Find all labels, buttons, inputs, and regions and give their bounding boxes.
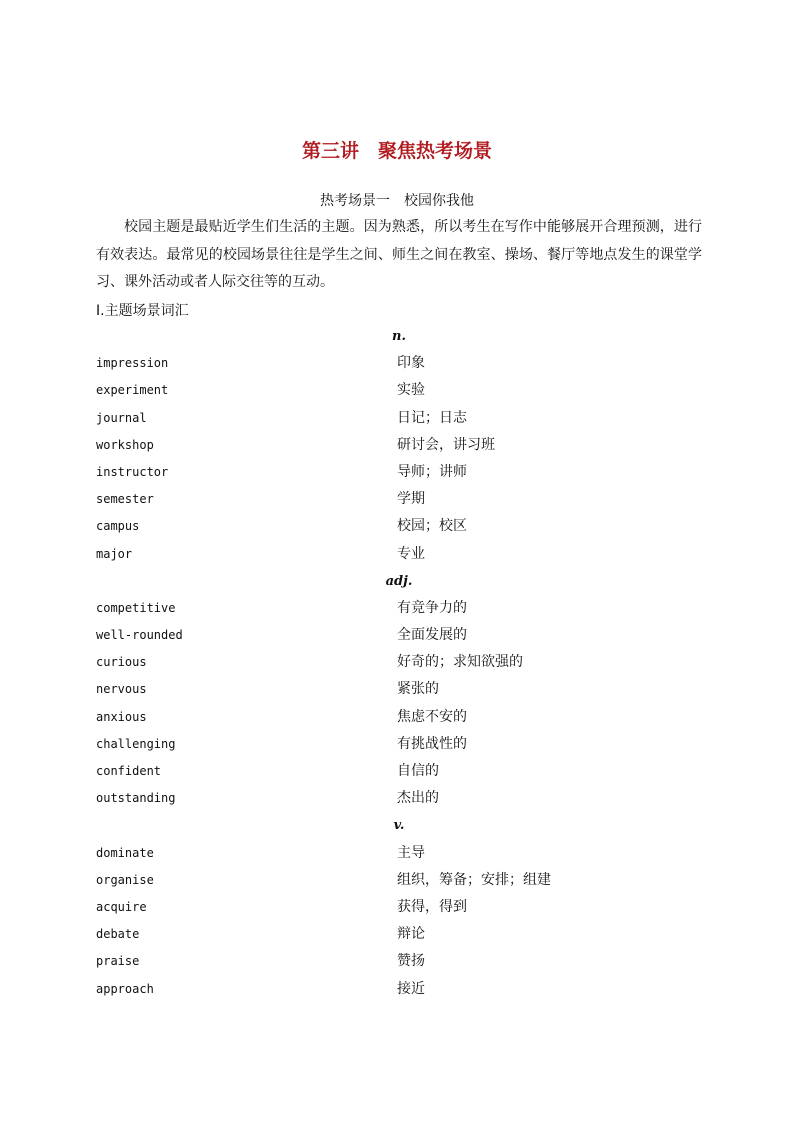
chinese-meaning: 实验: [397, 382, 425, 399]
chinese-meaning: 有挑战性的: [397, 735, 467, 752]
english-word: curious: [96, 655, 147, 670]
chinese-meaning: 全面发展的: [397, 627, 467, 644]
english-word: confident: [96, 764, 162, 778]
english-word: semester: [96, 492, 154, 507]
english-word: campus: [96, 519, 140, 534]
vocab-row: [96, 894, 702, 921]
vocab-row: [96, 704, 702, 731]
chinese-meaning: 日记；日志: [397, 409, 467, 426]
vocabulary-list: [96, 323, 702, 1003]
part-of-speech-heading: adj.: [385, 573, 413, 589]
chinese-meaning: 主导: [397, 844, 425, 861]
english-word: outstanding: [96, 791, 176, 806]
english-word: well-rounded: [96, 628, 183, 643]
vocab-row: [96, 513, 702, 540]
scene-subtitle: 热考场景一 校园你我他: [320, 193, 474, 209]
chinese-meaning: 紧张的: [397, 681, 439, 698]
english-word: approach: [96, 981, 154, 996]
intro-paragraph: 校园主题是最贴近学生们生活的主题。因为熟悉，所以考生在写作中能够展开合理预测，进行有效表达。最常见的校园场景往往是学生之间、师生之间在教室、操场、餐厅等地点发生的课堂学习、课外活动或者人际交往等的互动。: [96, 219, 702, 290]
vocab-row: [96, 432, 702, 459]
vocab-row: [96, 595, 702, 622]
vocab-row: [96, 350, 702, 377]
vocab-row: [96, 731, 702, 758]
english-word: organise: [96, 872, 154, 887]
part-of-speech-heading: v.: [393, 818, 405, 834]
vocab-row: [96, 649, 702, 676]
english-word: anxious: [96, 709, 147, 724]
vocab-row: [96, 867, 702, 894]
chinese-meaning: 导师；讲师: [397, 463, 467, 480]
english-word: praise: [96, 954, 140, 969]
chinese-meaning: 组织，筹备；安排；组建: [397, 871, 551, 888]
section-heading: Ⅰ.主题场景词汇: [96, 303, 189, 319]
english-word: acquire: [96, 899, 147, 914]
vocab-row: [96, 377, 702, 404]
chinese-meaning: 接近: [397, 980, 425, 997]
chinese-meaning: 焦虑不安的: [397, 708, 467, 725]
chinese-meaning: 研讨会，讲习班: [397, 436, 495, 453]
english-word: nervous: [96, 682, 147, 697]
vocab-row: [96, 921, 702, 948]
chinese-meaning: 校园；校区: [397, 518, 467, 535]
vocab-row: [96, 785, 702, 812]
vocab-row: [96, 622, 702, 649]
lesson-title: 第三讲 聚焦热考场景: [301, 140, 492, 162]
chinese-meaning: 获得，得到: [397, 898, 467, 915]
chinese-meaning: 印象: [397, 355, 425, 372]
part-of-speech-heading: n.: [392, 329, 406, 344]
chinese-meaning: 学期: [397, 491, 425, 508]
vocab-row: [96, 459, 702, 486]
vocab-row: [96, 758, 702, 785]
english-word: journal: [96, 410, 147, 425]
english-word: workshop: [96, 437, 154, 452]
english-word: debate: [96, 927, 140, 942]
chinese-meaning: 杰出的: [397, 790, 439, 807]
chinese-meaning: 有竞争力的: [397, 599, 467, 616]
vocab-row: [96, 486, 702, 513]
english-word: challenging: [96, 736, 176, 751]
vocab-row: [96, 405, 702, 432]
vocab-row: [96, 676, 702, 703]
chinese-meaning: 赞扬: [397, 953, 425, 970]
chinese-meaning: 好奇的；求知欲强的: [397, 654, 523, 671]
chinese-meaning: 自信的: [397, 763, 439, 779]
vocab-row: [96, 541, 702, 568]
english-word: competitive: [96, 600, 176, 615]
vocab-row: [96, 948, 702, 975]
english-word: dominate: [96, 845, 154, 860]
chinese-meaning: 专业: [397, 545, 425, 562]
english-word: instructor: [96, 464, 169, 479]
vocab-row: [96, 840, 702, 867]
english-word: impression: [96, 356, 169, 371]
vocab-row: [96, 976, 702, 1003]
english-word: major: [96, 546, 133, 561]
english-word: experiment: [96, 383, 169, 398]
chinese-meaning: 辩论: [397, 926, 425, 943]
